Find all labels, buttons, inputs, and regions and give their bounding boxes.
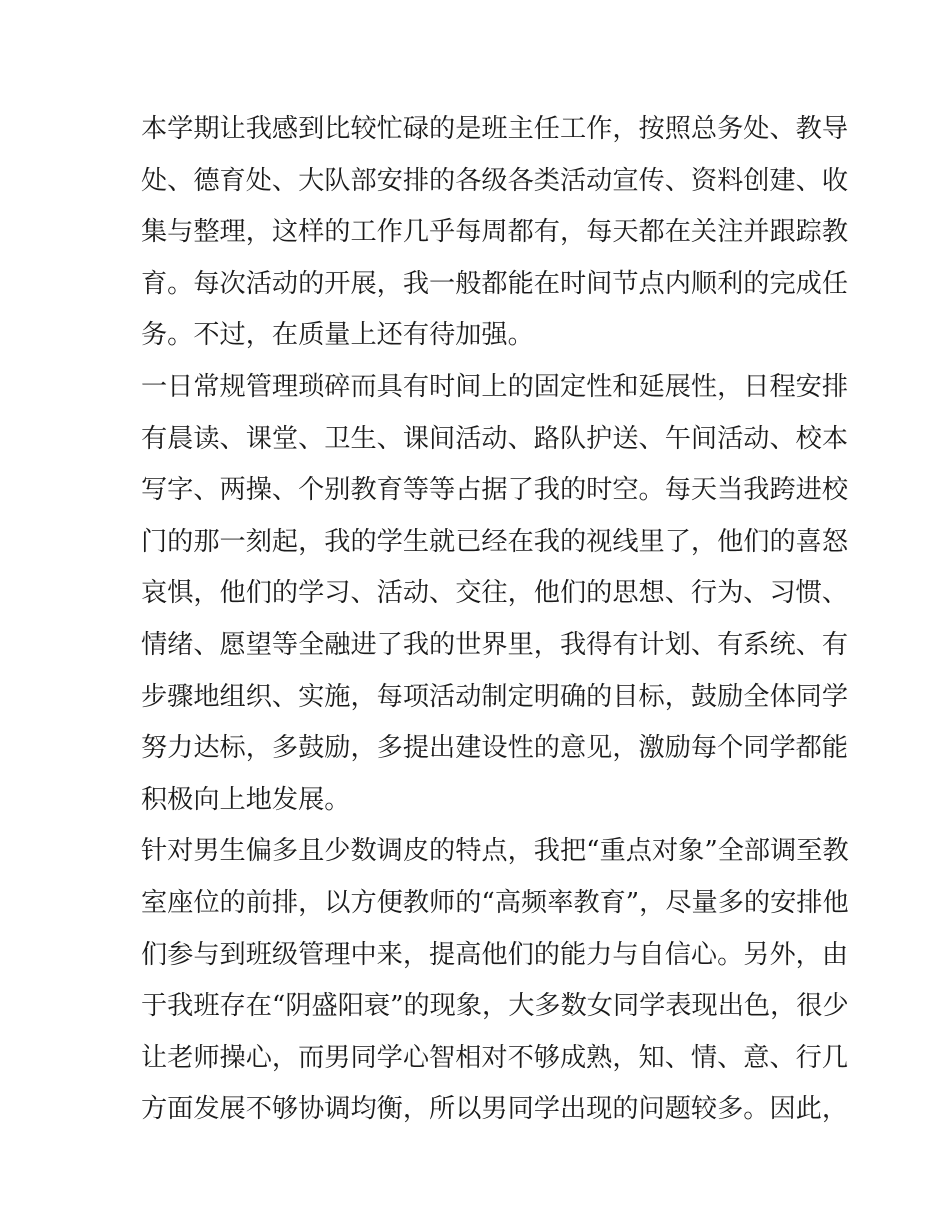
- text-line: 处、德育处、大队部安排的各级各类活动宣传、资料创建、收: [141, 165, 849, 196]
- text-line: 步骤地组织、实施，每项活动制定明确的目标，鼓励全体同学: [141, 681, 849, 712]
- paragraph-1: [141, 104, 849, 362]
- text-line: 写字、两操、个别教育等等占据了我的时空。每天当我跨进校: [141, 475, 849, 506]
- text-line: 方面发展不够协调均衡，所以男同学出现的问题较多。因此，: [141, 1094, 849, 1125]
- text-line: 于我班存在“阴盛阳衰”的现象，大多数女同学表现出色，很少: [141, 991, 849, 1022]
- paragraph-2: [141, 362, 849, 826]
- text-line: 情绪、愿望等全融进了我的世界里，我得有计划、有系统、有: [141, 629, 849, 660]
- text-line: 们参与到班级管理中来，提高他们的能力与自信心。另外，由: [141, 939, 849, 970]
- text-line: 育。每次活动的开展，我一般都能在时间节点内顺利的完成任: [141, 268, 849, 299]
- text-line: 室座位的前排，以方便教师的“高频率教育”，尽量多的安排他: [141, 887, 849, 918]
- paragraph-3: [141, 826, 849, 1136]
- text-line: 本学期让我感到比较忙碌的是班主任工作，按照总务处、教导: [141, 114, 849, 144]
- text-line: 集与整理，这样的工作几乎每周都有，每天都在关注并跟踪教: [141, 217, 849, 248]
- text-line: 哀惧，他们的学习、活动、交往，他们的思想、行为、习惯、: [141, 578, 849, 609]
- text-line: 门的那一刻起，我的学生就已经在我的视线里了，他们的喜怒: [141, 526, 849, 557]
- text-line: 一日常规管理琐碎而具有时间上的固定性和延展性，日程安排: [141, 371, 849, 402]
- text-line: 针对男生偏多且少数调皮的特点，我把“重点对象”全部调至教: [141, 836, 849, 867]
- text-line: 务。不过，在质量上还有待加强。: [141, 320, 534, 351]
- text-line: 积极向上地发展。: [141, 784, 351, 815]
- text-line: 有晨读、课堂、卫生、课间活动、路队护送、午间活动、校本: [141, 423, 849, 454]
- document-body: [141, 104, 849, 1136]
- text-line: 让老师操心，而男同学心智相对不够成熟，知、情、意、行几: [141, 1042, 849, 1073]
- text-line: 努力达标，多鼓励，多提出建设性的意见，激励每个同学都能: [141, 733, 849, 764]
